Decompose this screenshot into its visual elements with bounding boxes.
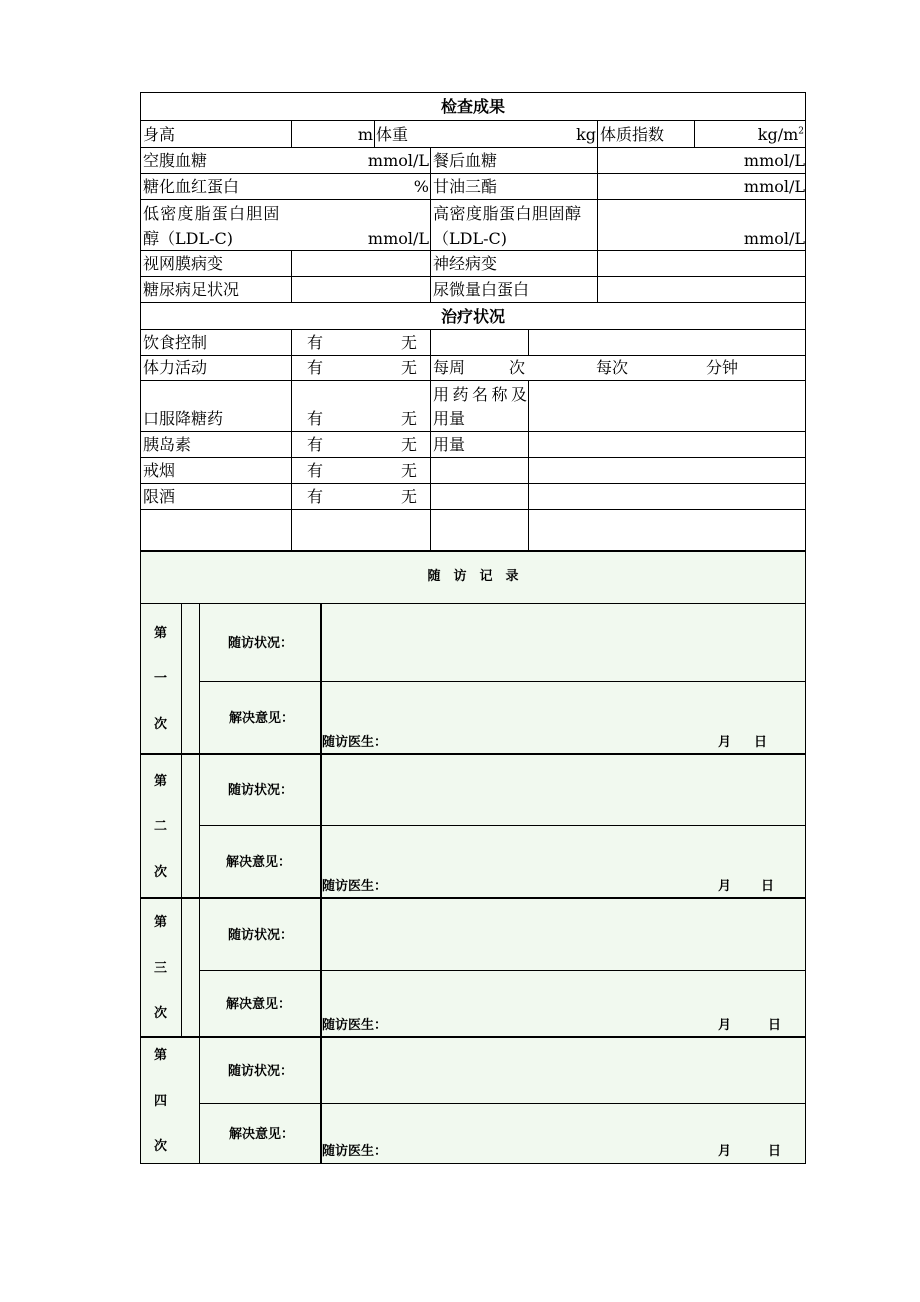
visit-3-doctor-label: 随访医生： [322,1018,388,1033]
visit-4-char1: 第 [154,1048,168,1063]
rule [181,603,182,1037]
rule [200,681,806,682]
rule [140,897,806,899]
visit-2-char1: 第 [154,774,168,789]
ldl-unit: mmol/L [367,229,429,248]
tg-label: 甘油三酯 [433,177,498,196]
ldl-label-line2: 醇（LDL-C) [143,229,233,248]
visit-1-status-label: 随访状况： [228,636,294,651]
visit-1-month: 月 [718,735,732,750]
weight-label: 体重 [376,125,409,144]
rule [200,1103,806,1104]
alcohol-no: 无 [401,487,418,506]
rule [140,457,806,458]
rule [291,120,292,147]
height-unit: m [357,125,373,144]
rule [140,483,806,484]
alcohol-label: 限酒 [143,487,176,506]
exercise-yes: 有 [307,358,324,377]
rule [140,355,806,356]
followup-section-title: 随 访 记 录 [427,569,519,584]
visit-2-day: 日 [761,879,775,894]
rule [140,509,806,510]
drug-name-label-line2: 用量 [433,409,466,428]
ldl-label-line1: 低密度脂蛋白胆固 [143,204,281,223]
minutes-label: 分钟 [706,358,739,377]
visit-4-doctor-label: 随访医生： [322,1144,388,1159]
diet-no: 无 [401,333,418,352]
visit-4-month: 月 [718,1144,732,1159]
visit-2-char3: 次 [154,865,168,880]
bmi-unit-superscript: 2 [798,126,804,137]
bmi-label: 体质指数 [600,125,665,144]
visit-3-char3: 次 [154,1006,168,1021]
visit-1-char2: 一 [154,671,168,686]
treatment-section-title: 治疗状况 [440,307,505,326]
ppg-unit: mmol/L [743,151,805,170]
rule [200,970,806,971]
insulin-no: 无 [401,435,418,454]
rule [140,380,806,381]
smoke-label: 戒烟 [143,461,176,480]
hba1c-label: 糖化血红蛋白 [143,177,240,196]
visit-1-day: 日 [754,735,768,750]
hdl-label-line1: 高密度脂蛋白胆固醇 [433,204,582,223]
exercise-no: 无 [401,358,418,377]
fpg-label: 空腹血糖 [143,151,208,170]
drug-name-label-line1: 用药名称及 [433,385,531,404]
visit-2-char2: 二 [154,819,168,834]
rule [528,329,529,355]
visit-3-status-label: 随访状况： [228,928,294,943]
visit-3-day: 日 [768,1018,782,1033]
rule [374,120,375,147]
visit-4-opinion-label: 解决意见： [229,1127,295,1142]
hdl-label-line2: （LDL-C) [433,229,507,248]
rule [140,173,806,174]
visit-2-month: 月 [718,879,732,894]
visit-3-char2: 三 [154,961,168,976]
visit-1-doctor-label: 随访医生： [322,735,388,750]
insulin-dose-label: 用量 [433,435,466,454]
rule [140,302,806,303]
visit-2-status-label: 随访状况： [228,783,294,798]
rule [140,550,806,552]
rule [140,147,806,148]
visit-2-doctor-label: 随访医生： [322,879,388,894]
rule [140,92,806,93]
visit-2-opinion-label: 解决意见： [226,855,292,870]
smoke-no: 无 [401,461,418,480]
oral-yes: 有 [307,409,324,428]
exam-section-title: 检查成果 [440,97,505,116]
visit-4-char3: 次 [154,1139,168,1154]
rule [291,250,292,302]
rule [430,147,431,302]
bmi-unit [700,125,804,145]
oral-no: 无 [401,409,418,428]
rule [140,276,806,277]
per-week-label: 每周 [433,358,466,377]
visit-1-char1: 第 [154,626,168,641]
rule [199,603,200,1163]
rule [805,92,806,1164]
rule [140,753,806,755]
rule [140,92,141,1164]
visit-3-opinion-label: 解决意见： [226,997,292,1012]
smoke-yes: 有 [307,461,324,480]
rule [140,250,806,251]
rule [694,120,695,147]
rule [140,1163,806,1164]
bmi-unit-text: kg/m [757,125,799,144]
hba1c-unit: % [413,177,429,196]
insulin-yes: 有 [307,435,324,454]
tg-unit: mmol/L [743,177,805,196]
height-label: 身高 [143,125,176,144]
visit-4-char2: 四 [154,1094,168,1109]
rule [291,329,292,550]
rule [140,603,806,604]
nerve-label: 神经病变 [433,254,498,273]
alcohol-yes: 有 [307,487,324,506]
ppg-label: 餐后血糖 [433,151,498,170]
times-label: 次 [509,358,526,377]
visit-3-month: 月 [718,1018,732,1033]
visit-1-char3: 次 [154,717,168,732]
hdl-unit: mmol/L [743,229,805,248]
rule [140,431,806,432]
rule [140,329,806,330]
visit-4-day: 日 [768,1144,782,1159]
visit-4-status-label: 随访状况： [228,1064,294,1079]
fpg-unit: mmol/L [367,151,429,170]
oral-drug-label: 口服降糖药 [143,409,224,428]
rule [140,120,806,121]
rule [430,329,431,550]
rule [200,825,806,826]
rule [140,1036,806,1038]
rule [140,199,806,200]
urine-label: 尿微量白蛋白 [433,280,530,299]
diet-label: 饮食控制 [143,333,208,352]
visit-3-char1: 第 [154,915,168,930]
diet-yes: 有 [307,333,324,352]
rule [528,380,529,550]
visit-1-opinion-label: 解决意见： [229,711,295,726]
insulin-label: 胰岛素 [143,435,192,454]
rule [597,120,598,302]
retina-label: 视网膜病变 [143,254,224,273]
foot-label: 糖尿病足状况 [143,280,240,299]
weight-unit: kg [576,125,596,144]
exercise-label: 体力活动 [143,358,208,377]
each-time-label: 每次 [596,358,629,377]
